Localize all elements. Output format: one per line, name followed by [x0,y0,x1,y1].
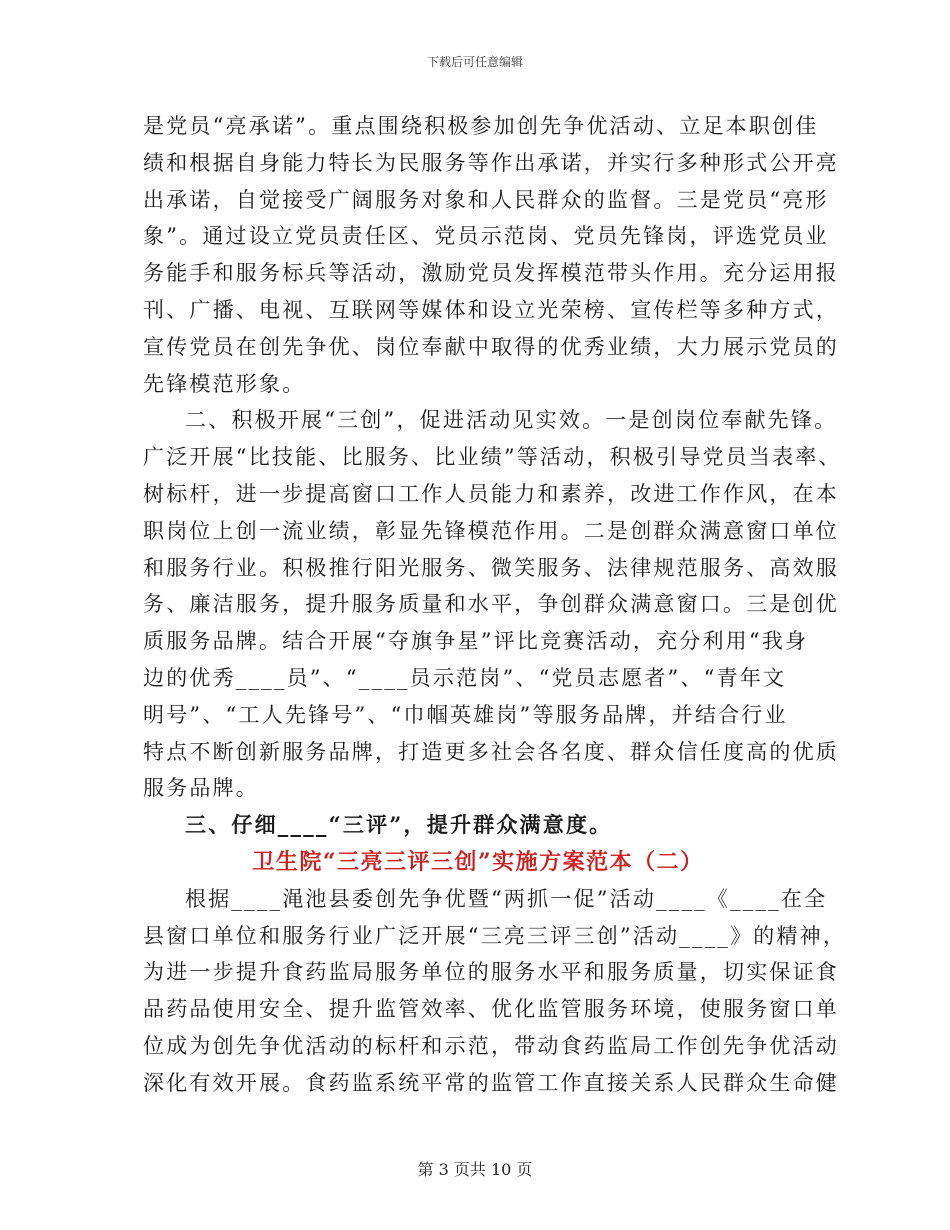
text-line: 象”。通过设立党员责任区、党员示范岗、党员先锋岗，评选党员业 [143,224,829,249]
text-line: 品药品使用安全、提升监管效率、优化监管服务环境，使服务窗口单 [143,997,839,1022]
section-heading: 三、仔细____“三评”，提升群众满意度。 [185,812,613,838]
text-line: 特点不断创新服务品牌，打造更多社会各名度、群众信任度高的优质 [143,739,839,764]
text-line: 县窗口单位和服务行业广泛开展“三亮三评三创”活动____》的精神， [143,923,847,948]
document-title: 卫生院“三亮三评三创”实施方案范本（二） [252,848,704,875]
document-body [143,108,847,1102]
text-line: 边的优秀____员”、“____员示范岗”、“党员志愿者”、“青年文 [143,665,787,690]
text-line: 服务品牌。 [143,776,259,801]
page-header: 下载后可任意编辑 [426,55,523,69]
text-line: 务能手和服务标兵等活动，激励党员发挥模范带头作用。充分运用报 [143,261,839,286]
text-line: 出承诺，自觉接受广阔服务对象和人民群众的监督。三是党员“亮形 [143,187,829,212]
text-line: 和服务行业。积极推行阳光服务、微笑服务、法律规范服务、高效服 [143,555,839,580]
text-line: 务、廉洁服务，提升服务质量和水平，争创群众满意窗口。三是创优 [143,592,839,617]
page-number: 第 3 页共 10 页 [417,1160,533,1179]
text-line: 是党员“亮承诺”。重点围绕积极参加创先争优活动、立足本职创佳 [143,114,819,138]
text-line: 位成为创先争优活动的标杆和示范，带动食药监局工作创先争优活动 [143,1033,839,1058]
text-line: 二、积极开展“三创”，促进活动见实效。一是创岗位奉献先锋。 [185,408,838,433]
text-line: 宣传党员在创先争优、岗位奉献中取得的优秀业绩，大力展示党员的 [143,334,839,359]
text-line: 广泛开展“比技能、比服务、比业绩”等活动，积极引导党员当表率、 [143,445,842,470]
text-line: 先锋模范形象。 [143,371,306,396]
text-line: 根据____渑池县委创先争优暨“两抓一促”活动____《____在全 [185,886,828,911]
text-line: 绩和根据自身能力特长为民服务等作出承诺，并实行多种形式公开亮 [143,150,839,175]
text-line: 深化有效开展。食药监系统平常的监管工作直接关系人民群众生命健 [143,1070,839,1095]
text-line: 质服务品牌。结合开展“夺旗争星”评比竞赛活动，充分利用“我身 [143,629,809,654]
text-line: 为进一步提升食药监局服务单位的服务水平和服务质量，切实保证食 [143,960,839,985]
text-line: 职岗位上创一流业绩，彰显先锋模范作用。二是创群众满意窗口单位 [143,518,839,543]
text-line: 刊、广播、电视、互联网等媒体和设立光荣榜、宣传栏等多种方式， [143,297,839,322]
text-line: 明号”、“工人先锋号”、“巾帼英雄岗”等服务品牌，并结合行业 [143,702,788,727]
text-line: 树标杆，进一步提高窗口工作人员能力和素养，改进工作作风，在本 [143,481,839,506]
